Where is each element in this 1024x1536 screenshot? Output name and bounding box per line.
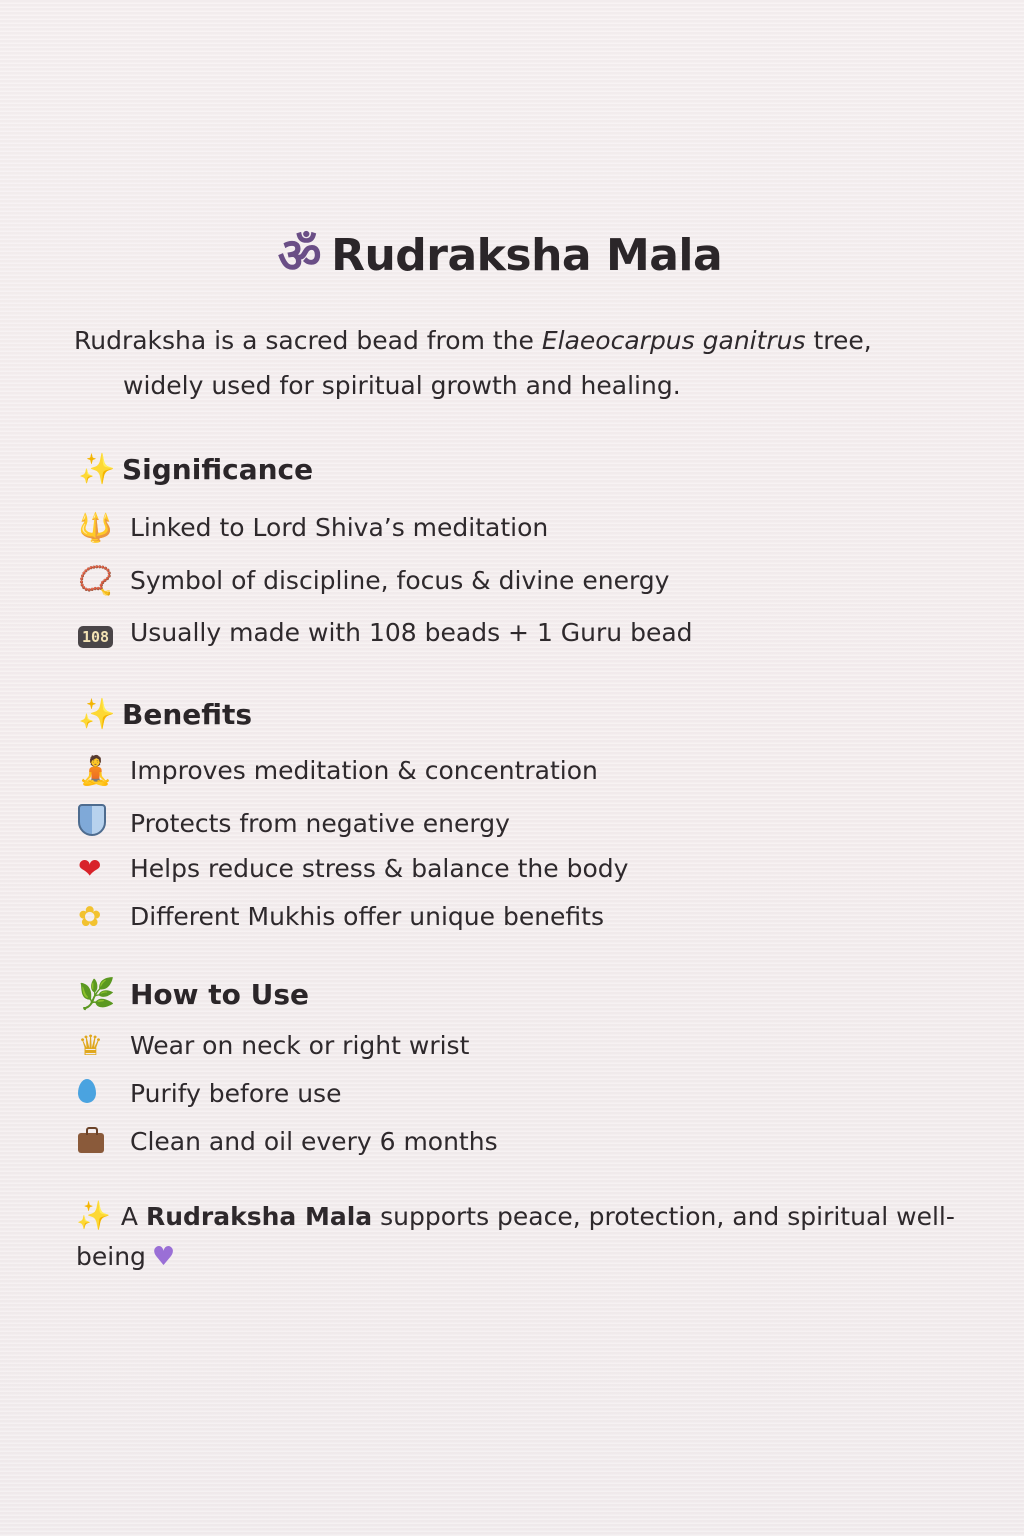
list-item-text: Protects from negative energy [130,809,510,838]
droplet-icon [78,1079,96,1103]
list-item [78,852,628,885]
list-item [78,754,598,787]
section-heading-text: Benefits [122,698,253,731]
section-how-to-use-heading [78,977,309,1012]
closing-statement [76,1196,976,1277]
trident-icon: 🔱 [78,511,113,544]
list-item [78,1029,469,1062]
list-item [78,616,693,649]
purple-heart-icon: ♥ [151,1242,176,1272]
section-significance-heading [78,452,313,487]
list-item-text: Wear on neck or right wrist [130,1031,470,1060]
crown-icon: ♛ [78,1029,104,1062]
sparkles-icon: ✨ [78,697,116,732]
intro-line2: widely used for spiritual growth and healing. [123,371,681,400]
shield-icon [78,804,106,836]
herb-icon: 🌿 [78,977,116,1012]
footer-bold: Rudraksha Mala [145,1202,373,1231]
droplet-icon-wrap [78,1077,130,1110]
number-108-icon-wrap [78,616,130,649]
footer-post: supports peace, protection, and spiritual well-being [76,1202,955,1271]
list-item-text: Usually made with 108 beads + 1 Guru bead [130,618,693,647]
list-item-text: Clean and oil every 6 months [130,1127,498,1156]
list-item [78,900,604,933]
page-title [0,222,1000,287]
list-item-text: Improves meditation & concentration [130,756,598,785]
intro-species: Elaeocarpus ganitrus [541,326,806,355]
list-item-text: Linked to Lord Shiva’s meditation [130,513,549,542]
list-item [78,1125,498,1158]
intro-line1-pre: Rudraksha is a sacred bead from the [74,326,542,355]
red-heart-icon: ❤ [78,852,102,885]
om-icon: ॐ [277,228,322,284]
section-heading-text: Significance [122,453,314,486]
intro-line1-post: tree, [805,326,872,355]
list-item-text: Helps reduce stress & balance the body [130,854,629,883]
section-heading-text: How to Use [130,978,310,1011]
intro-paragraph [74,318,994,408]
number-108-icon: 108 [78,626,113,648]
list-item [78,564,669,597]
meditating-person-icon: 🧘 [78,754,113,787]
list-item-text: Symbol of discipline, focus & divine energy [130,566,670,595]
sparkles-icon: ✨ [78,452,116,487]
title-text: Rudraksha Mala [331,230,723,281]
section-benefits-heading [78,697,252,732]
footer-pre: A [120,1202,146,1231]
list-item-text: Purify before use [130,1079,342,1108]
list-item [78,1077,341,1110]
shield-icon-wrap [78,804,130,843]
toolbox-icon-wrap [78,1125,130,1158]
blossom-icon: ✿ [78,900,102,933]
prayer-beads-icon: 📿 [78,564,113,597]
sparkles-icon: ✨ [76,1199,111,1232]
list-item-text: Different Mukhis offer unique benefits [130,902,605,931]
toolbox-icon [78,1133,104,1153]
list-item [78,511,548,544]
list-item [78,804,510,843]
